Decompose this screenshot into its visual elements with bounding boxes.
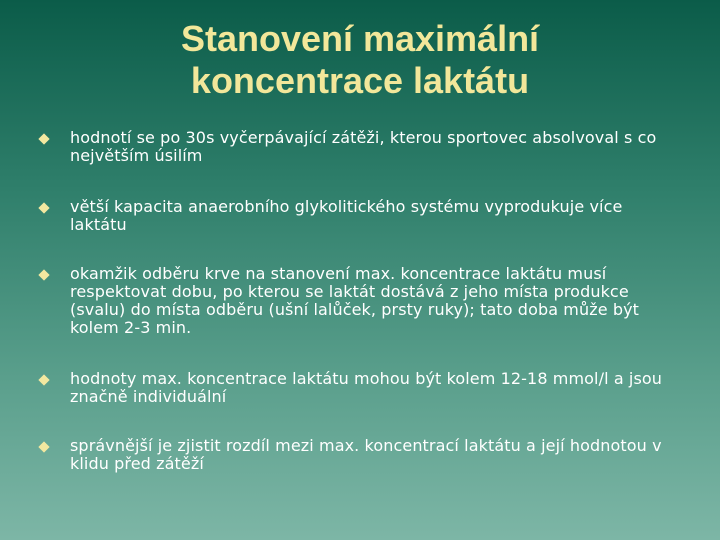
bullet-text: správnější je zjistit rozdíl mezi max. koncentrací laktátu a její hodnotou v klidu před zátěží xyxy=(70,436,662,473)
diamond-bullet-icon xyxy=(38,441,49,452)
bullet-text: hodnoty max. koncentrace laktátu mohou být kolem 12-18 mmol/l a jsou značně individuální xyxy=(70,369,663,406)
title-line-2: koncentrace laktátu xyxy=(190,60,530,101)
diamond-bullet-icon xyxy=(38,374,49,385)
bullet-text: okamžik odběru krve na stanovení max. koncentrace laktátu musí respektovat dobu, po kterou se laktát dostává z jeho místa produkce (svalu) do místa odběru (ušní lalůček, prsty ruky); tato doba může být kolem 2-3 min. xyxy=(70,264,640,337)
title-line-1: Stanovení maximální xyxy=(180,18,540,59)
diamond-bullet-icon xyxy=(38,133,49,144)
diamond-bullet-icon xyxy=(38,202,49,213)
diamond-bullet-icon xyxy=(38,269,49,280)
bullet-text: větší kapacita anaerobního glykolitického systému vyprodukuje více laktátu xyxy=(70,197,623,234)
bullet-text: hodnotí se po 30s vyčerpávající zátěži, kterou sportovec absolvoval s co největším úsilím xyxy=(70,128,657,165)
